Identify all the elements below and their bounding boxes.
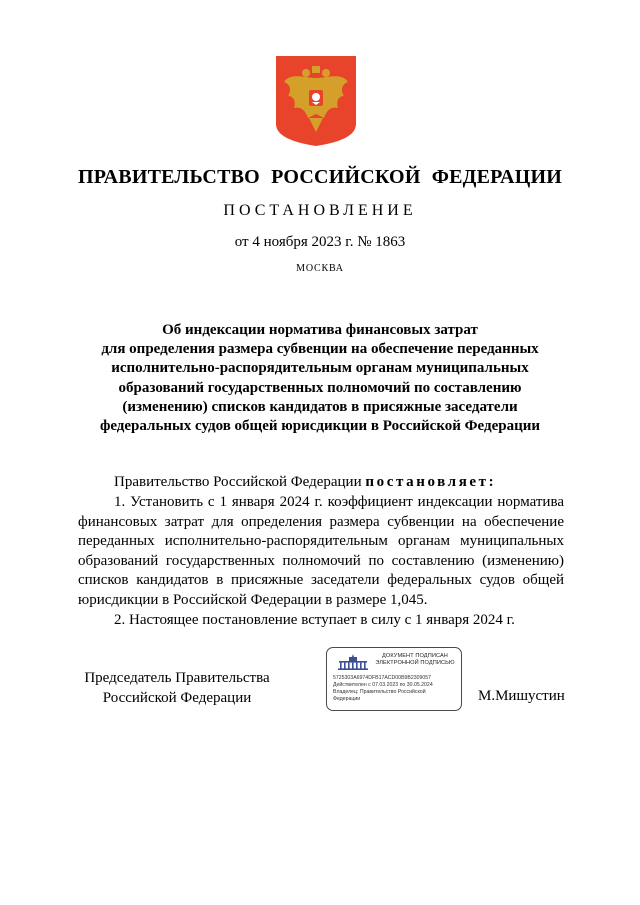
stamp-certificate: 5725303A6974DFB17ACD00B9B2309057 bbox=[333, 675, 432, 681]
document-city: МОСКВА bbox=[296, 263, 344, 274]
signer-name: М.Мишустин bbox=[478, 688, 565, 704]
stamp-owner: Владелец: Правительство Российской bbox=[333, 689, 426, 695]
intro-text: Правительство Российской Федерации bbox=[114, 474, 362, 490]
coat-of-arms-icon bbox=[276, 56, 356, 146]
paragraph-2: 2. Настоящее постановление вступает в силу с 1 января 2024 г. bbox=[114, 612, 515, 628]
stamp-title-line: ДОКУМЕНТ ПОДПИСАН bbox=[382, 653, 448, 659]
stamp-title-line: ЭЛЕКТРОННОЙ ПОДПИСЬЮ bbox=[375, 660, 455, 666]
document-subject bbox=[60, 321, 580, 436]
subject-line: федеральных судов общей юрисдикции в Российской Федерации bbox=[99, 418, 541, 435]
signer-position bbox=[72, 669, 282, 708]
government-building-icon bbox=[337, 654, 369, 670]
subject-line: образований государственных полномочий по составлению bbox=[118, 379, 522, 396]
document-date-number: от 4 ноября 2023 г. № 1863 bbox=[234, 234, 406, 250]
stamp-title bbox=[371, 653, 459, 667]
signer-position-line: Председатель Правительства bbox=[84, 670, 270, 686]
intro-emphasis: постановляет: bbox=[365, 474, 497, 490]
government-title: ПРАВИТЕЛЬСТВО РОССИЙСКОЙ ФЕДЕРАЦИИ bbox=[78, 166, 562, 188]
stamp-details bbox=[333, 675, 459, 703]
signer-position-line: Российской Федерации bbox=[102, 689, 252, 706]
subject-line: для определения размера субвенции на обеспечение переданных bbox=[101, 341, 539, 358]
document-type: ПОСТАНОВЛЕНИЕ bbox=[223, 202, 417, 219]
electronic-signature-stamp bbox=[326, 647, 462, 711]
paragraph-1: 1. Установить с 1 января 2024 г. коэффициент индексации норматива финансовых затрат для определения размера субвенции на обеспечение переданных исполнительно-распорядительным органам муниципальных образований государственных полномочий по составлению (изменению) списков кандидатов в присяжные заседатели федеральных судов общей юрисдикции в Российской Федерации в размере 1,045. bbox=[78, 494, 564, 608]
stamp-owner: Федерации bbox=[333, 696, 361, 702]
subject-line: исполнительно-распорядительным органам муниципальных bbox=[111, 360, 529, 377]
subject-line: Об индексации норматива финансовых затрат bbox=[162, 322, 478, 338]
subject-line: (изменению) списков кандидатов в присяжные заседатели bbox=[122, 398, 518, 415]
resolution-intro bbox=[78, 473, 564, 493]
stamp-validity: Действителен с 07.03.2023 по 30.05.2024 bbox=[333, 682, 433, 688]
